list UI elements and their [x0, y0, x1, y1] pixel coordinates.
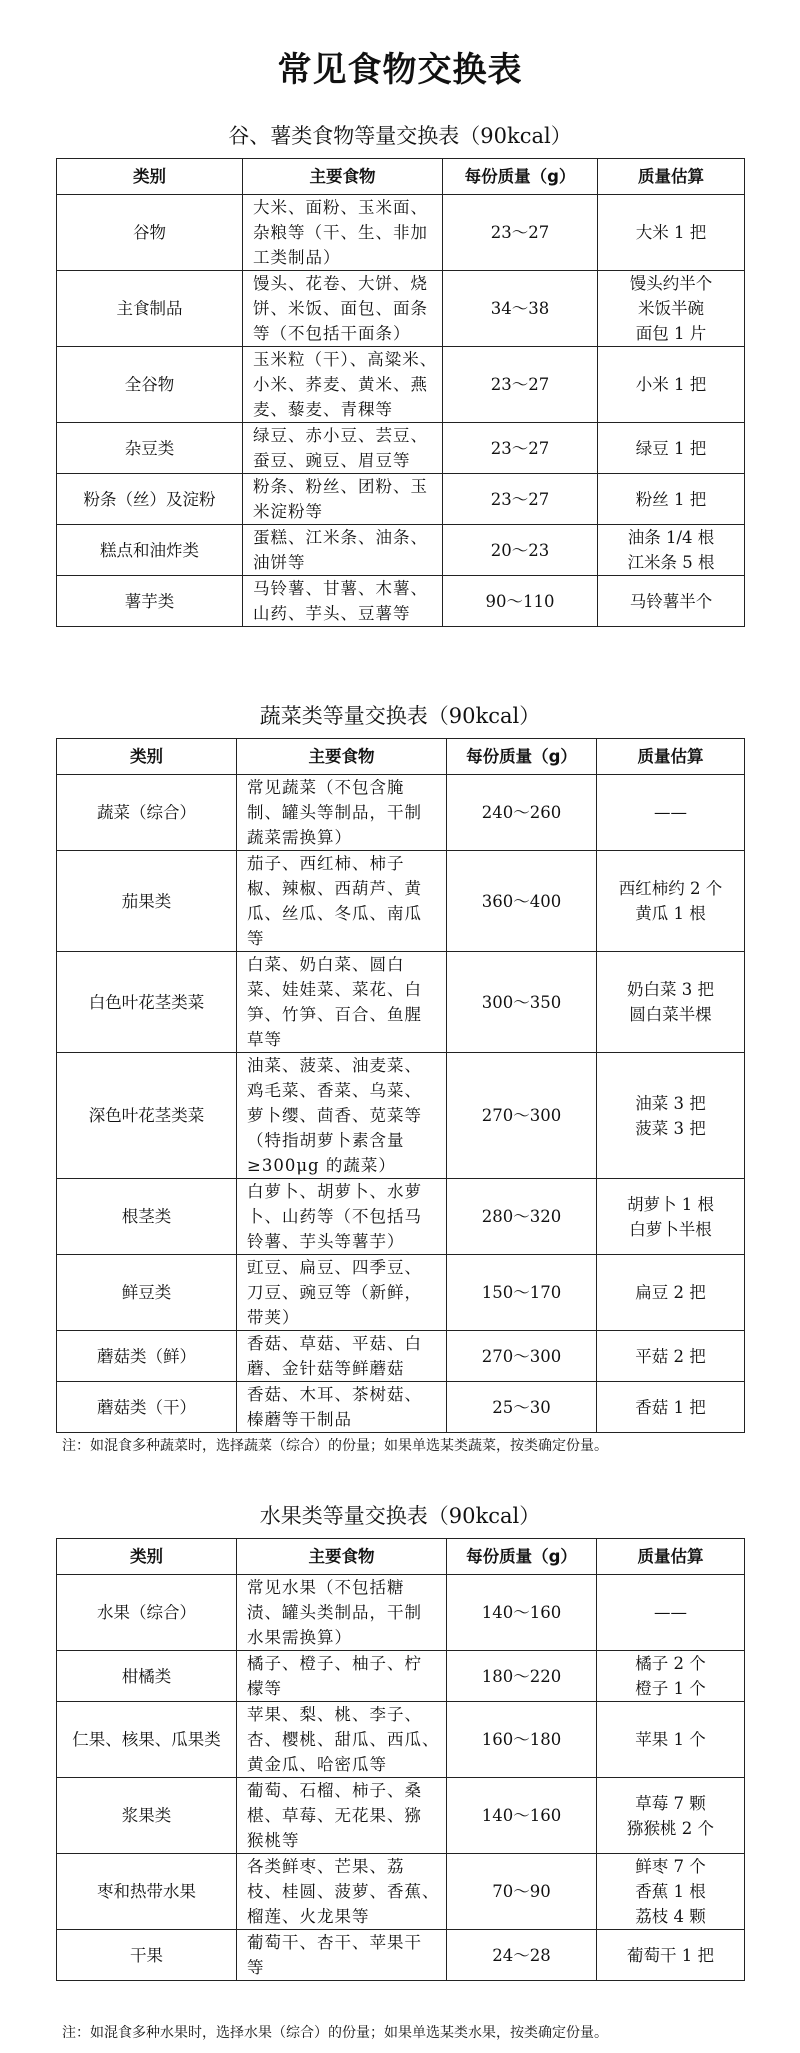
- category-cell: 根茎类: [57, 1179, 237, 1255]
- foods-line: 椒、辣椒、西葫芦、黄: [247, 879, 422, 898]
- estimate-line: 胡萝卜 1 根: [627, 1194, 714, 1214]
- weight-cell: 270～300: [447, 1331, 597, 1382]
- foods-line: （特指胡萝卜素含量: [247, 1131, 405, 1150]
- table-row: [57, 1651, 745, 1702]
- foods-line: 水果需换算）: [247, 1628, 352, 1647]
- column-header: 类别: [57, 159, 243, 195]
- foods-cell: [237, 1930, 447, 1981]
- weight-cell: 180～220: [447, 1651, 597, 1702]
- foods-line: 常见水果（不包括糖: [247, 1578, 405, 1597]
- weight-cell: 140～160: [447, 1575, 597, 1651]
- estimate-cell: [598, 474, 745, 525]
- weight-cell: 140～160: [447, 1778, 597, 1854]
- estimate-line: 猕猴桃 2 个: [627, 1818, 714, 1838]
- weight-cell: 360～400: [447, 851, 597, 952]
- estimate-line: 江米条 5 根: [627, 553, 715, 572]
- weight-cell: 20～23: [443, 525, 598, 576]
- category-cell: 蔬菜（综合）: [57, 775, 237, 851]
- foods-line: 笋、竹笋、百合、鱼腥: [247, 1005, 422, 1024]
- foods-line: 带荚）: [247, 1308, 300, 1327]
- table-row: [57, 1179, 745, 1255]
- estimate-cell: [598, 525, 745, 576]
- table-row: [57, 1255, 745, 1331]
- category-cell: 深色叶花茎类菜: [57, 1053, 237, 1179]
- foods-line: 各类鲜枣、芒果、荔: [247, 1857, 405, 1876]
- column-header: 质量估算: [597, 739, 745, 775]
- foods-line: 猴桃等: [247, 1831, 300, 1850]
- table-row: [57, 1778, 745, 1854]
- column-header: 质量估算: [598, 159, 745, 195]
- table-row: [57, 1382, 745, 1433]
- category-line: 仁果、核果、瓜: [72, 1730, 188, 1749]
- estimate-line: 葡萄干 1 把: [627, 1945, 714, 1965]
- estimate-line: 粉丝 1 把: [635, 489, 707, 509]
- column-header: 主要食物: [237, 1539, 447, 1575]
- category-cell: 茄果类: [57, 851, 237, 952]
- foods-line: 菜、娃娃菜、菜花、白: [247, 980, 422, 999]
- table-header-row: [57, 1539, 745, 1575]
- foods-line: 等: [247, 929, 265, 948]
- foods-cell: [237, 1255, 447, 1331]
- foods-cell: [243, 423, 443, 474]
- foods-line: 蔬菜需换算）: [247, 828, 352, 847]
- weight-cell: 23～27: [443, 474, 598, 525]
- weight-cell: 70～90: [447, 1854, 597, 1930]
- foods-cell: [237, 1854, 447, 1930]
- grains-exchange-table: [56, 158, 745, 627]
- foods-line: 等（不包括干面条）: [253, 324, 411, 343]
- table-title-vegetables: 蔬菜类等量交换表（90kcal）: [259, 704, 541, 728]
- weight-cell: 24～28: [447, 1930, 597, 1981]
- estimate-line: 黄瓜 1 根: [635, 904, 706, 923]
- foods-line: 铃薯、芋头等薯芋）: [247, 1232, 405, 1251]
- foods-line: 白萝卜、胡萝卜、水萝: [247, 1182, 422, 1201]
- category-cell: 糕点和油炸类: [57, 525, 243, 576]
- estimate-cell: [597, 1255, 745, 1331]
- column-header: 每份质量（g）: [447, 1539, 597, 1575]
- foods-line: 常见蔬菜（不包含腌: [247, 778, 405, 797]
- weight-cell: 23～27: [443, 195, 598, 271]
- column-header: 主要食物: [243, 159, 443, 195]
- category-line: 粉条（丝）及淀: [83, 489, 199, 509]
- vegetables-note: 注：如混食多种蔬菜时，选择蔬菜（综合）的份量；如果单选某类蔬菜，按类确定份量。: [62, 1438, 608, 1454]
- estimate-line: 草莓 7 颗: [635, 1793, 706, 1813]
- foods-cell: [237, 1179, 447, 1255]
- foods-line: 橘子、橙子、柚子、柠: [247, 1654, 422, 1673]
- estimate-cell: [598, 423, 745, 474]
- foods-cell: [243, 525, 443, 576]
- estimate-line: ——: [654, 803, 687, 822]
- estimate-cell: [597, 775, 745, 851]
- weight-cell: 150～170: [447, 1255, 597, 1331]
- estimate-cell: [598, 347, 745, 423]
- column-header: 类别: [57, 739, 237, 775]
- foods-line: 葡萄、石榴、柿子、桑: [247, 1781, 422, 1800]
- weight-cell: 90～110: [443, 576, 598, 627]
- table-row: [57, 1331, 745, 1382]
- foods-line: 檬等: [247, 1679, 282, 1698]
- estimate-cell: [598, 195, 745, 271]
- table-row: [57, 1930, 745, 1981]
- estimate-cell: [597, 851, 745, 952]
- foods-line: 等: [247, 1958, 265, 1977]
- estimate-cell: [597, 952, 745, 1053]
- category-cell: 浆果类: [57, 1778, 237, 1854]
- category-cell: 干果: [57, 1930, 237, 1981]
- weight-cell: 23～27: [443, 423, 598, 474]
- estimate-cell: [597, 1382, 745, 1433]
- foods-line: 榴莲、火龙果等: [247, 1907, 370, 1926]
- estimate-cell: [597, 1930, 745, 1981]
- category-cell: 谷物: [57, 195, 243, 271]
- category-line: 果类: [187, 1730, 221, 1749]
- weight-cell: 25～30: [447, 1382, 597, 1433]
- foods-line: 小米、荞麦、黄米、燕: [253, 375, 428, 394]
- weight-cell: 270～300: [447, 1053, 597, 1179]
- foods-line: 粉条、粉丝、团粉、玉: [253, 477, 428, 496]
- table-row: [57, 775, 745, 851]
- estimate-line: 奶白菜 3 把: [627, 980, 714, 999]
- foods-line: 渍、罐头类制品，干制: [247, 1603, 422, 1622]
- category-cell: 蘑菇类（鲜）: [57, 1331, 237, 1382]
- category-cell: 蘑菇类（干）: [57, 1382, 237, 1433]
- category-cell: 枣和热带水果: [57, 1854, 237, 1930]
- category-cell: 鲜豆类: [57, 1255, 237, 1331]
- foods-line: 卜、山药等（不包括马: [247, 1207, 422, 1226]
- foods-line: 绿豆、赤小豆、芸豆、: [253, 426, 428, 445]
- estimate-line: 橘子 2 个: [635, 1654, 706, 1673]
- column-header: 类别: [57, 1539, 237, 1575]
- foods-line: 榛蘑等干制品: [247, 1410, 352, 1429]
- category-cell: 柑橘类: [57, 1651, 237, 1702]
- foods-cell: [237, 1053, 447, 1179]
- table-row: [57, 423, 745, 474]
- estimate-line: 马铃薯半个: [629, 591, 713, 611]
- table-row: [57, 952, 745, 1053]
- weight-cell: 23～27: [443, 347, 598, 423]
- table-row: [57, 195, 745, 271]
- table-row: [57, 474, 745, 525]
- estimate-cell: [597, 1854, 745, 1930]
- column-header: 主要食物: [237, 739, 447, 775]
- foods-line: 蛋糕、江米条、油条、: [253, 528, 428, 547]
- foods-line: 玉米粒（干）、高粱米、: [253, 350, 438, 369]
- foods-line: 饼、米饭、面包、面条: [253, 299, 428, 318]
- estimate-line: 香菇 1 把: [635, 1397, 706, 1417]
- foods-cell: [237, 851, 447, 952]
- foods-cell: [243, 347, 443, 423]
- category-cell: 杂豆类: [57, 423, 243, 474]
- page-title: 常见食物交换表: [277, 50, 523, 90]
- estimate-line: 小米 1 把: [635, 375, 707, 394]
- category-cell: [57, 1702, 237, 1778]
- table-title-fruits: 水果类等量交换表（90kcal）: [259, 1504, 541, 1528]
- weight-cell: 34～38: [443, 271, 598, 347]
- table-row: [57, 1702, 745, 1778]
- foods-line: 杂粮等（干、生、非加: [253, 223, 428, 242]
- foods-line: 香菇、草菇、平菇、白: [247, 1334, 422, 1353]
- foods-cell: [237, 1331, 447, 1382]
- foods-cell: [243, 576, 443, 627]
- estimate-cell: [597, 1331, 745, 1382]
- foods-line: 制、罐头等制品，干制: [247, 803, 422, 822]
- estimate-cell: [597, 1053, 745, 1179]
- estimate-line: 圆白菜半棵: [629, 1005, 712, 1024]
- foods-line: 米淀粉等: [253, 502, 323, 521]
- weight-cell: 240～260: [447, 775, 597, 851]
- foods-cell: [237, 775, 447, 851]
- estimate-cell: [597, 1778, 745, 1854]
- foods-cell: [237, 952, 447, 1053]
- weight-cell: 300～350: [447, 952, 597, 1053]
- table-row: [57, 525, 745, 576]
- foods-line: 杏、樱桃、甜瓜、西瓜、: [247, 1730, 440, 1749]
- estimate-line: 米饭半碗: [638, 299, 704, 318]
- foods-line: ≥300μg 的蔬菜）: [247, 1156, 396, 1175]
- column-header: 每份质量（g）: [447, 739, 597, 775]
- table-title-grains: 谷、薯类食物等量交换表（90kcal）: [228, 124, 572, 148]
- foods-line: 黄金瓜、哈密瓜等: [247, 1755, 387, 1774]
- estimate-cell: [597, 1575, 745, 1651]
- estimate-line: 油菜 3 把: [635, 1093, 706, 1113]
- table-row: [57, 271, 745, 347]
- estimate-line: 大米 1 把: [635, 223, 707, 242]
- estimate-line: 绿豆 1 把: [635, 438, 707, 458]
- estimate-line: 平菇 2 把: [635, 1346, 706, 1366]
- foods-cell: [237, 1575, 447, 1651]
- foods-line: 香菇、木耳、茶树菇、: [247, 1385, 422, 1404]
- foods-line: 椹、草莓、无花果、猕: [247, 1806, 422, 1825]
- category-cell: 主食制品: [57, 271, 243, 347]
- estimate-line: 馒头约半个: [629, 274, 713, 293]
- table-row: [57, 576, 745, 627]
- foods-cell: [243, 271, 443, 347]
- table-row: [57, 1575, 745, 1651]
- weight-cell: 160～180: [447, 1702, 597, 1778]
- estimate-cell: [598, 271, 745, 347]
- table-header-row: [57, 159, 745, 195]
- foods-line: 麦、藜麦、青稞等: [253, 400, 393, 419]
- estimate-cell: [597, 1651, 745, 1702]
- estimate-line: 菠菜 3 把: [635, 1118, 706, 1138]
- foods-cell: [237, 1651, 447, 1702]
- column-header: 每份质量（g）: [443, 159, 598, 195]
- estimate-line: 鲜枣 7 个: [635, 1857, 706, 1876]
- estimate-line: 扁豆 2 把: [635, 1283, 706, 1302]
- table-row: [57, 1053, 745, 1179]
- vegetables-exchange-table: [56, 738, 745, 1433]
- estimate-cell: [597, 1179, 745, 1255]
- foods-cell: [237, 1702, 447, 1778]
- estimate-line: 荔枝 4 颗: [635, 1907, 706, 1926]
- foods-line: 草等: [247, 1030, 282, 1049]
- foods-line: 大米、面粉、玉米面、: [253, 198, 428, 217]
- estimate-line: ——: [654, 1603, 687, 1622]
- foods-line: 马铃薯、甘薯、木薯、: [253, 579, 428, 598]
- foods-line: 山药、芋头、豆薯等: [253, 604, 411, 623]
- weight-cell: 280～320: [447, 1179, 597, 1255]
- category-cell: 薯芋类: [57, 576, 243, 627]
- estimate-cell: [598, 576, 745, 627]
- estimate-line: 西红柿约 2 个: [618, 879, 723, 898]
- foods-line: 工类制品）: [253, 248, 341, 267]
- foods-line: 葡萄干、杏干、苹果干: [247, 1933, 422, 1952]
- foods-line: 蚕豆、豌豆、眉豆等: [253, 451, 411, 470]
- estimate-line: 白萝卜半根: [629, 1219, 712, 1239]
- foods-line: 蘑、金针菇等鲜蘑菇: [247, 1359, 405, 1378]
- fruits-note: 注：如混食多种水果时，选择水果（综合）的份量；如果单选某类水果，按类确定份量。: [62, 2025, 608, 2041]
- table-header-row: [57, 739, 745, 775]
- foods-line: 萝卜缨、茴香、苋菜等: [247, 1106, 422, 1125]
- foods-line: 刀豆、豌豆等（新鲜，: [247, 1283, 422, 1302]
- foods-cell: [237, 1382, 447, 1433]
- foods-line: 馒头、花卷、大饼、烧: [253, 274, 428, 293]
- foods-line: 白菜、奶白菜、圆白: [247, 955, 405, 974]
- category-cell: 水果（综合）: [57, 1575, 237, 1651]
- foods-line: 鸡毛菜、香菜、乌菜、: [247, 1081, 422, 1100]
- foods-line: 枝、桂圆、菠萝、香蕉、: [247, 1882, 440, 1901]
- foods-line: 苹果、梨、桃、李子、: [247, 1705, 422, 1724]
- category-cell: 全谷物: [57, 347, 243, 423]
- estimate-cell: [597, 1702, 745, 1778]
- table-row: [57, 851, 745, 952]
- table-row: [57, 347, 745, 423]
- foods-cell: [243, 195, 443, 271]
- estimate-line: 苹果 1 个: [635, 1730, 706, 1749]
- foods-line: 油饼等: [253, 553, 306, 572]
- estimate-line: 香蕉 1 根: [635, 1882, 706, 1901]
- foods-line: 豇豆、扁豆、四季豆、: [247, 1258, 422, 1277]
- estimate-line: 油条 1/4 根: [627, 528, 715, 547]
- foods-line: 油菜、菠菜、油麦菜、: [247, 1056, 422, 1075]
- table-row: [57, 1854, 745, 1930]
- foods-cell: [237, 1778, 447, 1854]
- fruits-exchange-table: [56, 1538, 745, 1981]
- foods-line: 瓜、丝瓜、冬瓜、南瓜: [247, 904, 422, 923]
- foods-line: 茄子、西红柿、柿子: [247, 854, 405, 873]
- estimate-line: 面包 1 片: [635, 324, 707, 343]
- category-line: 粉: [199, 489, 216, 509]
- category-cell: 白色叶花茎类菜: [57, 952, 237, 1053]
- category-cell: [57, 474, 243, 525]
- column-header: 质量估算: [597, 1539, 745, 1575]
- foods-cell: [243, 474, 443, 525]
- estimate-line: 橙子 1 个: [635, 1679, 706, 1698]
